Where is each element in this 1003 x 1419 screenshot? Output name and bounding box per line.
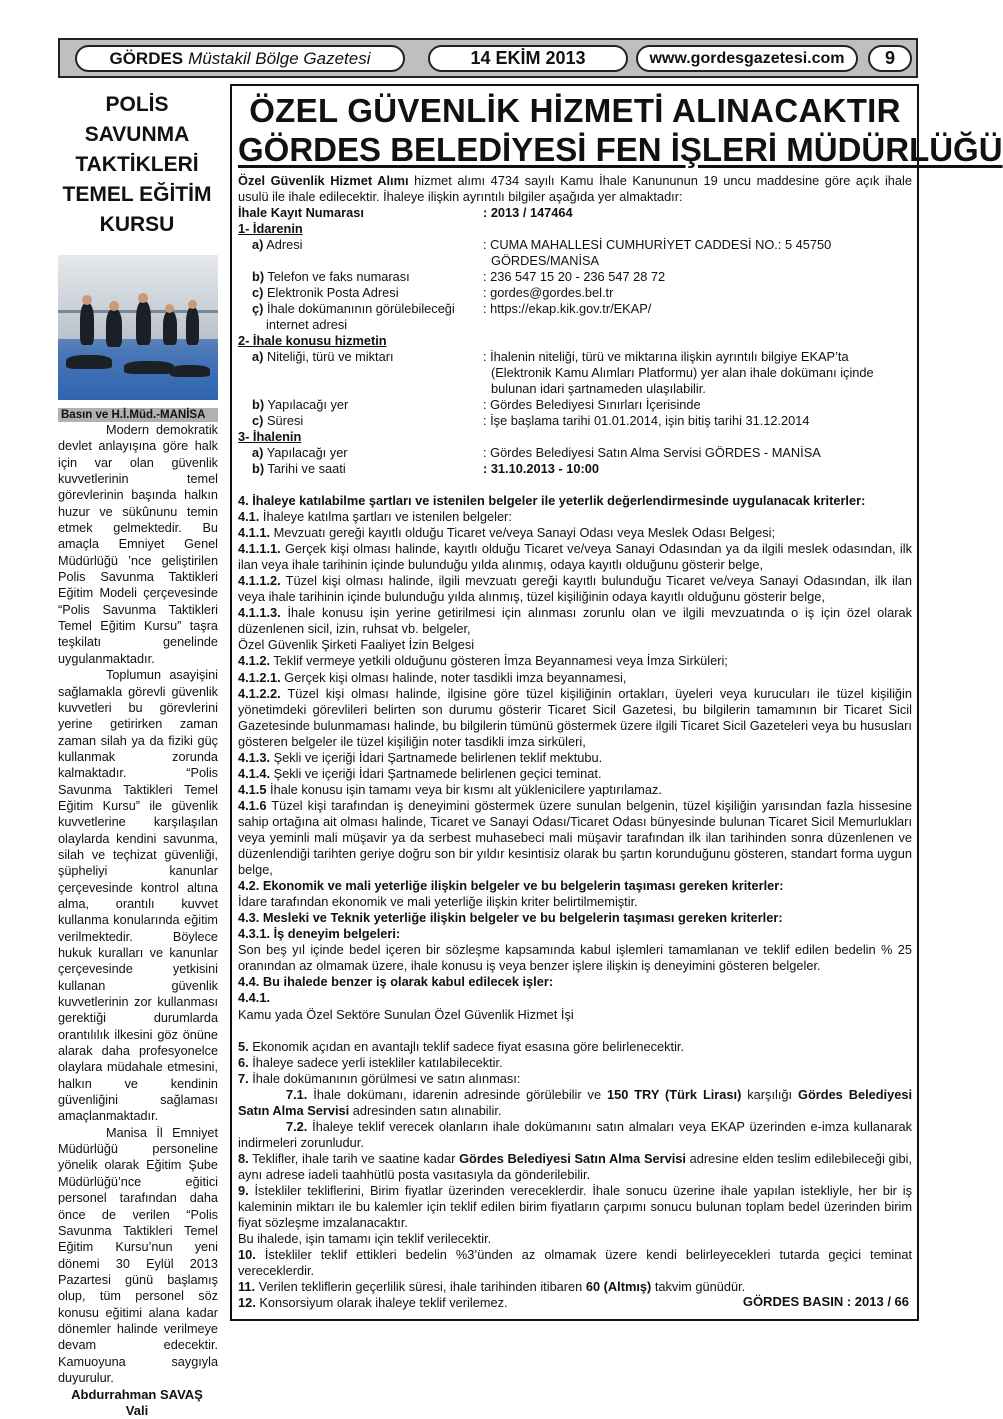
conditions-section [238,493,912,1311]
doc-url-value[interactable]: : https://ekap.kik.gov.tr/EKAP/ [483,301,652,316]
field-label: a) Adresi [252,237,303,252]
section-1-title: 1- İdarenin [238,221,303,236]
intro-text: hizmet alımı 4734 sayılı Kamu İhale Kanununun 19 uncu maddesine göre açık ihale usulü ile ihale edilecektir. İhaleye ilişkin ayrıntılı bilgiler aşağıda yer almaktadır: [238,173,912,204]
article-title-line: TEMEL EĞİTİM [62,183,212,206]
clause: 4.1. İhaleye katılma şartları ve istenilen belgeler: [238,509,512,525]
signature-name: Abdurrahman SAVAŞ [71,1387,203,1403]
phone-row [238,269,912,285]
clause: 6. İhaleye sadece yerli istekliler katılabilecektir. [238,1054,503,1070]
field-label: b) Tarihi ve saati [252,461,346,476]
tender-place-row [238,445,912,461]
signature [56,1387,218,1419]
clause: 4.1.1.1. Gerçek kişi olması halinde, kayıtlı olduğu Ticaret ve/veya Sanayi Odasından ya da ilgili meslek odasından, ilk ilan veya ihale tarihinin içinde bulunduğu yılda alınmış, odaya kayıtlı olduğunu gösterir belge, [238,541,912,573]
clause: 4.1.1. Mevzuatı gereği kayıtlı olduğu Ticaret ve/veya Sanayi Odası veya Meslek Odası Belgesi; [238,525,776,541]
address-row [238,237,912,269]
issue-date: 14 EKİM 2013 [428,45,628,72]
field-label: a) Niteliği, türü ve miktarı [252,349,394,364]
field-value: : 236 547 15 20 - 236 547 28 72 [483,269,666,284]
clause-number: 4.4.1. [238,990,271,1006]
field-value: : İşe başlama tarihi 01.01.2014, işin bitiş tarihi 31.12.2014 [483,413,810,428]
article-body [58,422,218,1386]
field-label: b) Yapılacağı yer [252,397,349,412]
doc-url-row [238,301,912,333]
photo-caption: Basın ve H.İ.Müd.-MANİSA [58,408,218,422]
clause: 4.1.1.3. İhale konusu işin yerine getirilmesi için alınması zorunlu olan ve ilgili mevzuatında o iş için özel olarak düzenlenen sicil, izin, ruhsat vb. belgeler, [238,605,912,637]
clause: 10. İstekliler teklif ettikleri bedelin %3’ünden az olmamak üzere kendi belirleyecekleri tutarda geçici teminat vereceklerdir. [238,1247,913,1279]
website-link[interactable]: www.gordesgazetesi.com [636,45,858,72]
field-label: ç) İhale dokümanının görülebileceği internet adresi [252,301,455,332]
notice-intro [238,173,912,205]
press-code: GÖRDES BASIN : 2013 / 66 [742,1294,909,1309]
intro-bold: Özel Güvenlik Hizmet Alımı [238,173,409,188]
clause: 7. İhale dokümanının görülmesi ve satın alınması: [238,1070,521,1086]
article-title-line: POLİS [105,93,169,116]
field-label: c) Elektronik Posta Adresi [252,285,399,300]
paper-name: GÖRDES [109,48,184,68]
clause: İdare tarafından ekonomik ve mali yeterliğe ilişkin kriter belirtilmemiştir. [238,894,638,910]
service-duration-row [238,413,912,429]
clause: 5. Ekonomik açıdan en avantajlı teklif sadece fiyat esasına göre belirlenecektir. [238,1038,685,1054]
email-row [238,285,912,301]
clause: 8. Teklifler, ihale tarih ve saatine kadar Gördes Belediyesi Satın Alma Servisi adresine elden teslim edilebileceği gibi, aynı adrese iadeli taahhütlü posta vasıtasıyla da gönderilebilir. [238,1150,912,1182]
clause: 4.1.1.2. Tüzel kişi olması halinde, ilgili mevzuatı gereği kayıtlı bulunduğu Ticaret ve/veya Sanayi Odasından, ilk ilan veya ihale tarihinin içinde bulunduğu yılda alınmış, tüzel kişiliğinin odaya kayıtlı olduğunu gösterir belge, [238,573,912,605]
notice-subtitle: GÖRDES BELEDİYESİ FEN İŞLERİ MÜDÜRLÜĞÜ [238,131,1003,168]
tender-notice [230,84,1003,1321]
section-4-title: 4. İhaleye katılabilme şartları ve istenilen belgeler ile yeterlik değerlendirmesinde uygulanacak kriterler: [238,493,866,508]
section-3-heading [238,429,912,445]
clause: 12. Konsorsiyum olarak ihaleye teklif verilemez. [238,1295,508,1311]
paper-subtitle: Müstakil Bölge Gazetesi [188,48,371,68]
clause-title: 4.3.1. İş deneyim belgeleri: [238,926,401,942]
field-value: : CUMA MAHALLESİ CUMHURİYET CADDESİ NO.: 5 45750 GÖRDES/MANİSA [483,237,832,268]
article-paragraph: Modern demokratik devlet anlayışına göre halk için var olan güvenlik kuvvetlerinin temel görevlerinin başında halkın huzur ve sükûnunu temin etmek gelmektedir. Bu amaçla Emniyet Genel Müdürlüğü ’nce geliştirilen Polis Savunma Taktikleri Eğitim Modeli çerçevesinde “Polis Savunma Taktikleri Temel Eğitim Kursu” taşra teşkilatı genelinde uygulanmaktadır. [58,423,218,666]
clause: 4.1.3. Şekli ve içeriği İdari Şartnamede belirlenen teklif mektubu. [238,749,603,765]
page-number: 9 [868,45,912,72]
police-training-article [56,88,218,1419]
article-title [56,90,218,240]
signature-title: Vali [125,1403,149,1419]
paper-name-pill [75,45,405,72]
newspaper-header [58,38,918,78]
notice-title: ÖZEL GÜVENLİK HİZMETİ ALINACAKTIR [249,92,901,129]
clause: Son beş yıl içinde bedel içeren bir sözleşme kapsamında kabul işlemleri tamamlanan ve teklif edilen bedelin % 25 oranından az olmamak üzere, ihale konusu iş veya benzer işlere ilişkin iş deneyimini gösteren belgeler. [238,942,912,974]
service-nature-row [238,349,912,397]
clause: 9. İstekliler tekliflerini, Birim fiyatlar üzerinden vereceklerdir. İhale sonucu üzerine ihale yapılan istekliyle, her bir iş kaleminin miktarı ile bu kalemler için teklif edilen birim fiyatların çarpımı sonucu bulunan toplam bedel üzerinden birim fiyat sözleşme imzalanacaktır. [238,1182,912,1231]
field-label: c) Süresi [252,413,304,428]
clause-title: 4.3. Mesleki ve Teknik yeterliğe ilişkin belgeler ve bu belgelerin taşıması gereken kriterler: [238,910,783,926]
clause: Kamu yada Özel Sektöre Sunulan Özel Güvenlik Hizmet İşi [238,1006,574,1022]
field-value: : İhalenin niteliği, türü ve miktarına ilişkin ayrıntılı bilgiye EKAP’ta (Elektronik Kamu Alımları Platformu) yer alan ihale dokümanı içinde bulunan idari şartnameden ulaşılabilir. [483,349,874,396]
tender-registry-row [238,205,912,221]
service-place-row [238,397,912,413]
section-2-heading [238,333,912,349]
article-title-line: TAKTİKLERİ [75,153,199,176]
clause: 7.2. İhaleye teklif verecek olanların ihale dokümanını satın almaları veya EKAP üzerinden e-imza kullanarak indirmeleri zorunludur. [238,1118,912,1150]
section-1-heading [238,221,912,237]
registry-label: İhale Kayıt Numarası [238,205,364,220]
clause: 11. Verilen tekliflerin geçerlilik süresi, ihale tarihinden itibaren 60 (Altmış) takvim günüdür. [238,1279,746,1295]
registry-value: : 2013 / 147464 [483,205,573,220]
clause: 4.1.4. Şekli ve içeriği İdari Şartnamede belirlenen geçici teminat. [238,765,602,781]
clause: 4.1.6 Tüzel kişi tarafından iş deneyimini göstermek üzere sunulan belgenin, tüzel kişiliğin yarısından fazla hissesine sahip ortağına ait olması halinde, Ticaret ve Sanayi Odası/Ticaret Odası bünyesinde bulunan Ticaret Sicil Memurlukları veya yeminli mali müşavir ya da serbest muhasebeci mali müşavir tarafından ilk ilan tarihinden sonra düzenlenen ve düzenlendiği tarihten geriye doğru son bir yıldır kesintisiz olarak bu şartın korunduğunu gösteren, standart forma uygun belge, [238,797,912,878]
article-paragraph: Toplumun asayişini sağlamakla görevli güvenlik kuvvetleri bu görevlerini yerine getirirken zaman zaman silah ya da fiziki güç kullanmak zorunda kalmaktadır. “Polis Savunma Taktikleri Temel Eğitim Kursu” ile güvenlik kuvvetlerine karşılaşılan olaylarda kendini savunma, silah ve teçhizat güvenliği, şüpheliyi kanunlar çerçevesinde kontrol altına alma, orantılı kuvvet kullanma konularında eğitim verilmektedir. Böylece hukuk kuralları ve kanunlar çerçevesinde yetkisini kullanan güvenlik kuvvetlerinin zor kullanması gerektiği durumlarda orantılılık ilkesini göz önüne alarak daha profesyonelce olaylara müdahale etmesini, halkın ve kendinin güvenliğini sağlaması amaçlanmaktadır. [58,668,218,1124]
clause: 4.1.5 İhale konusu işin tamamı veya bir kısmı alt yüklenicilere yaptırılamaz. [238,781,662,797]
tender-datetime-row [238,461,912,477]
email-value[interactable]: : gordes@gordes.bel.tr [483,285,614,300]
field-value: : Gördes Belediyesi Sınırları İçerisinde [483,397,701,412]
section-2-title: 2- İhale konusu hizmetin [238,333,387,348]
article-paragraph: Manisa İl Emniyet Müdürlüğü personeline yönelik olarak Eğitim Şube Müdürlüğü’nce eğitici personel tarafından daha önce de verilen “Polis Savunma Taktikleri Temel Eğitim Kursu’nun yeni dönemi 30 Eylül 2013 Pazartesi günü başlamış olup, tüm personel söz konusu eğitimi alana kadar dönemler halinde verilmeye devam edecektir. Kamuoyuna saygıyla duyurulur. [58,1125,218,1385]
clause: 4.1.2.1. Gerçek kişi olması halinde, noter tasdikli imza beyannamesi, [238,669,627,685]
clause: 4.1.2.2. Tüzel kişi olması halinde, ilgisine göre tüzel kişiliğinin ortakları, üyeleri veya kurucuları ile tüzel kişiliğin yönetimdeki görevlileri belirten son durumu gösterir Ticaret Sicil Gazetesi, bu bilgilerin tamamının bir Ticaret Sicil Gazetesinde bulunmaması halinde, bu bilgilerin tümünü göstermek üzere ilgili Ticaret Sicil Gazeteleri veya bu hususları gösteren belgeler ile tüzel kişiliğin noter tasdikli imza sirküleri, [238,685,912,749]
clause: Bu ihalede, işin tamamı için teklif verilecektir. [238,1231,492,1247]
field-label: b) Telefon ve faks numarası [252,269,410,284]
field-value: : Gördes Belediyesi Satın Alma Servisi GÖRDES - MANİSA [483,445,821,460]
article-title-line: KURSU [99,213,175,236]
clause: 7.1. İhale dokümanı, idarenin adresinde görülebilir ve 150 TRY (Türk Lirası) karşılığı Gördes Belediyesi Satın Alma Servisi adresinden satın alınabilir. [238,1086,913,1118]
article-title-line: SAVUNMA [84,123,190,146]
clause-title: 4.4. Bu ihalede benzer iş olarak kabul edilecek işler: [238,974,554,990]
clause: Özel Güvenlik Şirketi Faaliyet İzin Belgesi [238,637,475,653]
field-label: a) Yapılacağı yer [252,445,348,460]
tender-datetime: : 31.10.2013 - 10:00 [483,461,599,476]
section-3-title: 3- İhalenin [238,429,302,444]
training-photo [58,255,218,400]
clause: 4.1.2. Teklif vermeye yetkili olduğunu gösteren İmza Beyannamesi veya İmza Sirküleri; [238,653,728,669]
clause-title: 4.2. Ekonomik ve mali yeterliğe ilişkin belgeler ve bu belgelerin taşıması gereken kriterler: [238,878,784,894]
